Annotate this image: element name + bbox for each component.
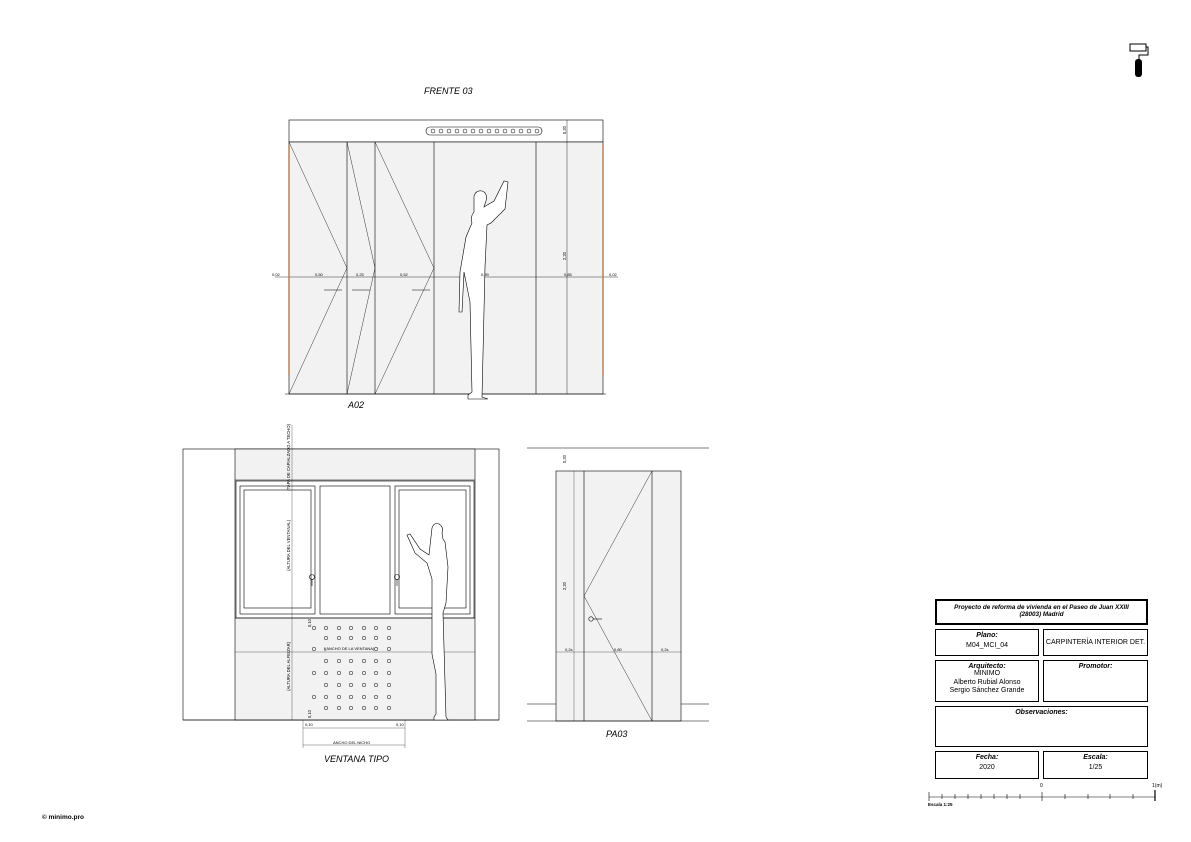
frente-title: FRENTE 03: [424, 86, 473, 96]
project-name: Proyecto de reforma de vivienda en el Paseo de Juan XXIII: [954, 604, 1129, 611]
puerta-dim-0: 0,2s: [565, 647, 573, 652]
arquitecto-line-0: MINIMO: [973, 670, 1001, 677]
plano-label: Plano:: [976, 632, 998, 639]
project-location: (28003) Madrid: [1019, 611, 1064, 618]
puerta-height-top: 0,20: [562, 455, 567, 464]
ventana-label-ancho-ventana: (ANCHO DE LA VENTANA): [325, 646, 375, 651]
ventana-dim-right: 0,10: [396, 722, 404, 727]
ventana-title: VENTANA TIPO: [324, 754, 390, 764]
frente-dim-0: 0,02: [272, 272, 280, 277]
frente-dim-2: 0,25: [356, 272, 364, 277]
ventana-label-alfeizar: (ALTURA DEL ALFEIZAR): [286, 642, 291, 691]
ventana-dim-left: 0,10: [305, 722, 313, 727]
puerta-height-main: 2,20: [562, 582, 567, 591]
frente-code: A02: [348, 400, 365, 410]
escala-label: Escala:: [1083, 754, 1108, 761]
escala-value: 1/25: [1088, 764, 1103, 771]
frente-dim-5: 0,85: [564, 272, 572, 277]
ventana-dim-bottom-small: 0,10: [307, 710, 312, 719]
observaciones-label: Observaciones:: [1015, 709, 1068, 716]
frente-height-top: 0,20: [562, 126, 567, 135]
plano-value: M04_MCI_04: [965, 642, 1009, 649]
ventana-label-ancho-nicho: ANCHO DEL NICHO: [333, 740, 371, 745]
arquitecto-label: Arquitecto:: [968, 663, 1006, 670]
frente-height-main: 2,20: [562, 252, 567, 261]
scale-zero: 0: [1040, 783, 1043, 789]
arquitecto-line-1: Alberto Rubial Alonso: [953, 678, 1021, 686]
scale-end: 1(m): [1152, 783, 1163, 789]
frente-dim-4: 0,89: [481, 272, 489, 277]
puerta-dim-1: 0,80: [614, 647, 622, 652]
arquitecto-line-2: Sergio Sánchez Grande: [949, 687, 1025, 694]
footer-credit: © minimo.pro: [42, 814, 84, 821]
fecha-label: Fecha:: [975, 754, 999, 761]
scale-caption: Escala 1:25: [928, 802, 953, 807]
ventana-label-techo: (TAPA DE CAPIALZADO A TECHO): [286, 424, 291, 491]
frente-dim-6: 0,02: [609, 272, 617, 277]
frente-dim-1: 0,50: [315, 272, 323, 277]
fecha-value: 2020: [979, 764, 995, 771]
drawing-name: CARPINTERÍA INTERIOR DET.: [1045, 639, 1146, 646]
puerta-code: PA03: [606, 729, 628, 739]
promotor-label: Promotor:: [1078, 663, 1113, 670]
puerta-dim-2: 0,2s: [661, 647, 669, 652]
frente-dim-3: 0,52: [400, 272, 408, 277]
ventana-label-ventana: (ALTURA DEL VENTANAL): [286, 520, 291, 571]
ventana-dim-top-small: 0,10: [307, 619, 312, 628]
